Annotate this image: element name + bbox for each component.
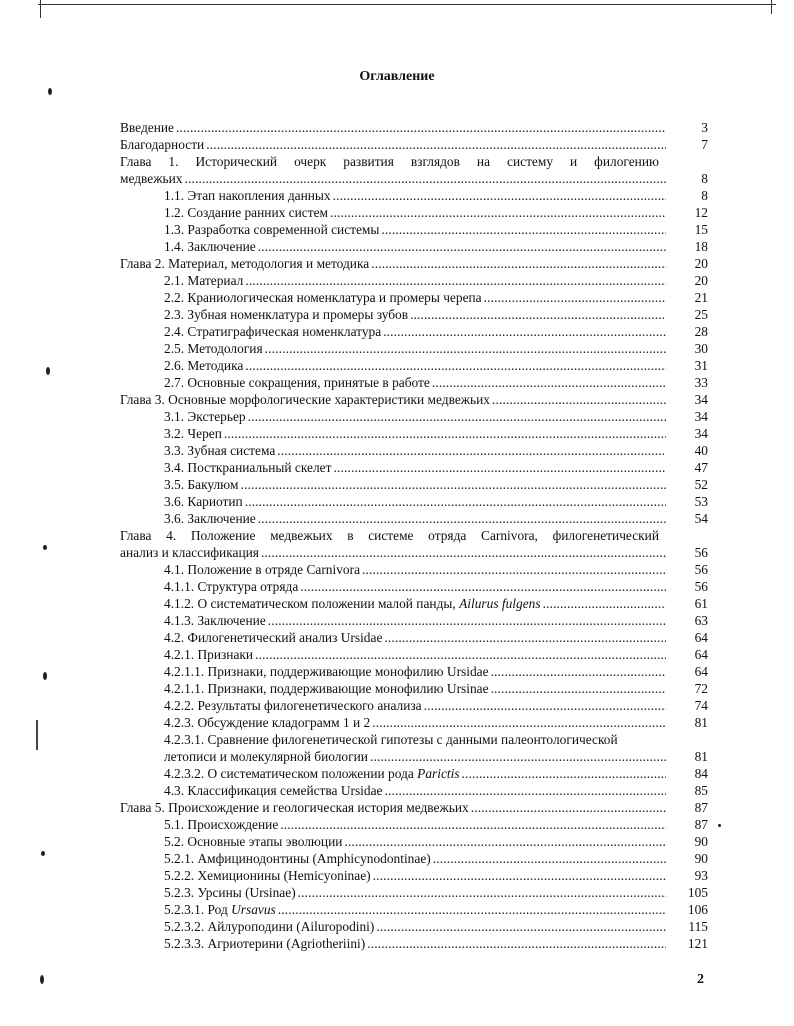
toc-entry-label: 2.4. Стратиграфическая номенклатура	[164, 324, 382, 339]
toc-entry[interactable]	[120, 408, 708, 425]
toc-dot-leader	[245, 493, 666, 510]
toc-entry[interactable]	[120, 544, 708, 561]
toc-entry[interactable]	[120, 493, 708, 510]
toc-entry-label: Глава 4. Положение медвежьих в системе отряда Carnivora, филогенетический	[120, 528, 659, 543]
toc-dot-leader	[298, 884, 666, 901]
toc-dot-leader	[280, 816, 666, 833]
toc-dot-leader	[268, 612, 666, 629]
toc-entry[interactable]	[120, 748, 708, 765]
toc-entry-label: 5.2.3.2. Айлуроподини (Ailuropodini)	[164, 919, 375, 934]
toc-dot-leader	[240, 476, 666, 493]
toc-entry[interactable]	[120, 476, 708, 493]
toc-entry-label: 5.2.3.3. Агриотерини (Agriotheriini)	[164, 936, 366, 951]
toc-entry-page: 40	[694, 443, 708, 458]
toc-entry[interactable]	[120, 816, 708, 833]
toc-entry-page: 64	[694, 630, 708, 645]
toc-entry-page: 81	[694, 749, 708, 764]
toc-entry-page: 72	[694, 681, 708, 696]
page-number: 2	[697, 972, 704, 987]
toc-entry[interactable]	[120, 918, 708, 935]
toc-entry-label: 4.2.3.2. О систематическом положении рода Parictis	[164, 766, 460, 781]
toc-entry-label: 4.3. Классификация семейства Ursidae	[164, 783, 383, 798]
toc-entry-label: 4.2. Филогенетический анализ Ursidae	[164, 630, 383, 645]
toc-dot-leader	[384, 782, 666, 799]
toc-dot-leader	[245, 357, 666, 374]
toc-entry-label: 5.1. Происхождение	[164, 817, 279, 832]
toc-dot-leader	[484, 289, 666, 306]
toc-dot-leader	[543, 595, 666, 612]
toc-entry-label: 3.6. Заключение	[164, 511, 256, 526]
scan-speck	[48, 88, 52, 95]
toc-dot-leader	[248, 408, 666, 425]
toc-dot-leader	[367, 935, 666, 952]
toc-entry[interactable]	[120, 629, 708, 646]
toc-entry[interactable]	[120, 510, 708, 527]
toc-entry-label: Глава 2. Материал, методология и методика	[120, 256, 370, 271]
toc-entry-page: 47	[694, 460, 708, 475]
toc-entry-label: 1.1. Этап накопления данных	[164, 188, 331, 203]
toc-dot-leader	[491, 680, 666, 697]
toc-entry-label: 5.2.3.1. Род Ursavus	[164, 902, 276, 917]
toc-entry-page: 34	[694, 392, 708, 407]
toc-entry-heading-line	[120, 153, 708, 170]
toc-dot-leader	[261, 544, 666, 561]
toc-entry-label: 2.1. Материал	[164, 273, 244, 288]
toc-dot-leader	[371, 255, 666, 272]
toc-entry-page: 115	[688, 919, 708, 934]
toc-entry-page: 8	[701, 171, 708, 186]
toc-entry-label: анализ и классификация	[120, 545, 259, 560]
toc-dot-leader	[176, 119, 666, 136]
toc-entry-label: 3.5. Бакулюм	[164, 477, 239, 492]
toc-entry-page: 20	[694, 256, 708, 271]
toc-entry[interactable]	[120, 306, 708, 323]
toc-entry-label: 2.6. Методика	[164, 358, 244, 373]
toc-entry[interactable]	[120, 204, 708, 221]
toc-entry-page: 52	[694, 477, 708, 492]
toc-entry-label: медвежьих	[120, 171, 183, 186]
scan-speck	[41, 851, 45, 856]
toc-dot-leader	[344, 833, 666, 850]
toc-entry[interactable]	[120, 833, 708, 850]
toc-entry[interactable]	[120, 425, 708, 442]
scan-speck	[718, 824, 721, 827]
toc-entry-label: 4.2.3. Обсуждение кладограмм 1 и 2	[164, 715, 371, 730]
toc-entry-page: 90	[694, 851, 708, 866]
toc-entry-page: 105	[687, 885, 708, 900]
toc-entry-label: 4.1.3. Заключение	[164, 613, 266, 628]
toc-dot-leader	[384, 629, 666, 646]
toc-entry-page: 63	[694, 613, 708, 628]
toc-entry[interactable]	[120, 136, 708, 153]
toc-dot-leader	[333, 187, 666, 204]
toc-dot-leader	[372, 714, 666, 731]
toc-entry-label: 2.5. Методология	[164, 341, 263, 356]
toc-entry[interactable]	[120, 357, 708, 374]
toc-entry-label: 4.2.3.1. Сравнение филогенетической гипотезы с данными палеонтологической	[164, 732, 618, 747]
toc-entry[interactable]	[120, 561, 708, 578]
toc-entry-label: 3.1. Экстерьер	[164, 409, 246, 424]
toc-entry-label: 5.2.3. Урсины (Ursinae)	[164, 885, 296, 900]
toc-entry-label: 5.2.1. Амфицинодонтины (Amphicynodontinae)	[164, 851, 431, 866]
toc-entry-italic-taxon: Parictis	[417, 766, 460, 781]
toc-dot-leader	[471, 799, 666, 816]
toc-entry[interactable]	[120, 187, 708, 204]
toc-entry-page: 53	[694, 494, 708, 509]
toc-entry[interactable]	[120, 340, 708, 357]
toc-entry-label: 4.1.1. Структура отряда	[164, 579, 299, 594]
toc-entry-label: 3.2. Череп	[164, 426, 222, 441]
toc-entry[interactable]	[120, 884, 708, 901]
toc-dot-leader	[492, 391, 666, 408]
toc-entry-label: 2.2. Краниологическая номенклатура и промеры черепа	[164, 290, 482, 305]
toc-entry-label: Благодарности	[120, 137, 205, 152]
toc-entry[interactable]	[120, 901, 708, 918]
toc-entry[interactable]	[120, 935, 708, 952]
scan-edge-top	[38, 4, 776, 5]
toc-entry-label: Глава 3. Основные морфологические характеристики медвежьих	[120, 392, 490, 407]
scan-edge-left	[40, 0, 41, 18]
toc-dot-leader	[462, 765, 666, 782]
toc-dot-leader	[278, 901, 666, 918]
toc-entry-page: 21	[694, 290, 708, 305]
toc-entry-page: 31	[694, 358, 708, 373]
toc-dot-leader	[433, 850, 666, 867]
toc-entry-page: 7	[701, 137, 708, 152]
toc-entry[interactable]	[120, 595, 708, 612]
toc-entry-label: 2.3. Зубная номенклатура и промеры зубов	[164, 307, 409, 322]
toc-entry-heading-line	[120, 527, 708, 544]
toc-entry-label: 2.7. Основные сокращения, принятые в работе	[164, 375, 430, 390]
toc-entry-page: 8	[701, 188, 708, 203]
toc-entry-page: 30	[694, 341, 708, 356]
toc-entry-page: 12	[694, 205, 708, 220]
toc-dot-leader	[333, 459, 666, 476]
toc-entry-label: 4.2.1. Признаки	[164, 647, 254, 662]
scan-speck	[43, 545, 47, 550]
toc-entry-heading-line	[120, 731, 708, 748]
toc-entry-label: 1.4. Заключение	[164, 239, 256, 254]
toc-entry-page: 18	[694, 239, 708, 254]
page-title: Оглавление	[359, 69, 435, 84]
toc-entry[interactable]	[120, 459, 708, 476]
toc-entry[interactable]	[120, 119, 708, 136]
toc-entry[interactable]	[120, 255, 708, 272]
toc-entry[interactable]	[120, 612, 708, 629]
toc-dot-leader	[383, 323, 666, 340]
toc-dot-leader	[224, 425, 666, 442]
toc-dot-leader	[330, 204, 666, 221]
toc-dot-leader	[258, 238, 666, 255]
toc-entry-label: 5.2. Основные этапы эволюции	[164, 834, 343, 849]
toc-dot-leader	[184, 170, 666, 187]
toc-dot-leader	[277, 442, 666, 459]
toc-entry-page: 56	[694, 579, 708, 594]
toc-entry[interactable]	[120, 850, 708, 867]
toc-dot-leader	[370, 748, 666, 765]
toc-entry-label: 3.6. Кариотип	[164, 494, 243, 509]
toc-entry-italic-taxon: Ursavus	[231, 902, 276, 917]
toc-entry-page: 90	[694, 834, 708, 849]
toc-entry-page: 85	[694, 783, 708, 798]
toc-entry[interactable]	[120, 714, 708, 731]
toc-dot-leader	[491, 663, 666, 680]
toc-entry-page: 56	[694, 545, 708, 560]
toc-entry-italic-taxon: Ailurus fulgens	[459, 596, 541, 611]
toc-dot-leader	[255, 646, 666, 663]
toc-entry-label: 3.3. Зубная система	[164, 443, 276, 458]
toc-entry[interactable]	[120, 238, 708, 255]
toc-entry-page: 56	[694, 562, 708, 577]
toc-entry[interactable]	[120, 221, 708, 238]
toc-entry-page: 28	[694, 324, 708, 339]
toc-entry[interactable]	[120, 663, 708, 680]
toc-entry[interactable]	[120, 374, 708, 391]
toc-dot-leader	[206, 136, 666, 153]
toc-entry[interactable]	[120, 170, 708, 187]
scan-speck	[43, 672, 47, 680]
table-of-contents	[120, 119, 708, 952]
scan-speck	[40, 975, 44, 984]
toc-entry-page: 87	[694, 800, 708, 815]
toc-entry[interactable]	[120, 765, 708, 782]
toc-entry-page: 106	[687, 902, 708, 917]
toc-entry-page: 64	[694, 647, 708, 662]
toc-entry-label: 5.2.2. Хемиционины (Hemicyoninae)	[164, 868, 371, 883]
toc-entry[interactable]	[120, 272, 708, 289]
toc-entry-page: 64	[694, 664, 708, 679]
toc-dot-leader	[381, 221, 666, 238]
scan-edge-right	[771, 0, 772, 14]
toc-entry-page: 121	[687, 936, 708, 951]
toc-entry-label: 3.4. Посткраниальный скелет	[164, 460, 332, 475]
toc-entry-page: 54	[694, 511, 708, 526]
toc-dot-leader	[300, 578, 666, 595]
toc-entry-label: 4.1. Положение в отряде Carnivora	[164, 562, 361, 577]
toc-entry-page: 87	[694, 817, 708, 832]
toc-entry-label: 4.2.1.1. Признаки, поддерживающие монофилию Ursinae	[164, 681, 489, 696]
toc-entry-page: 15	[694, 222, 708, 237]
toc-entry-label: 1.3. Разработка современной системы	[164, 222, 380, 237]
toc-entry[interactable]	[120, 697, 708, 714]
toc-entry-page: 84	[694, 766, 708, 781]
toc-entry-page: 74	[694, 698, 708, 713]
toc-entry-label: 1.2. Создание ранних систем	[164, 205, 328, 220]
scan-speck	[46, 367, 50, 375]
toc-dot-leader	[258, 510, 666, 527]
toc-dot-leader	[362, 561, 666, 578]
toc-dot-leader	[373, 867, 666, 884]
toc-entry-page: 34	[694, 409, 708, 424]
toc-entry[interactable]	[120, 680, 708, 697]
toc-entry[interactable]	[120, 867, 708, 884]
toc-entry[interactable]	[120, 646, 708, 663]
toc-entry-label: 4.2.1.1. Признаки, поддерживающие монофилию Ursidae	[164, 664, 489, 679]
toc-entry-page: 20	[694, 273, 708, 288]
toc-entry[interactable]	[120, 391, 708, 408]
toc-dot-leader	[376, 918, 666, 935]
toc-entry-label: летописи и молекулярной биологии	[164, 749, 368, 764]
toc-entry[interactable]	[120, 442, 708, 459]
toc-entry-label: 4.1.2. О систематическом положении малой панды, Ailurus fulgens	[164, 596, 541, 611]
toc-entry[interactable]	[120, 289, 708, 306]
toc-entry-label: Глава 1. Исторический очерк развития взглядов на систему и филогению	[120, 154, 659, 169]
toc-entry-label: Глава 5. Происхождение и геологическая история медвежьих	[120, 800, 469, 815]
toc-entry-page: 93	[694, 868, 708, 883]
toc-entry[interactable]	[120, 578, 708, 595]
scan-mark	[36, 720, 38, 750]
toc-dot-leader	[432, 374, 666, 391]
toc-entry[interactable]	[120, 782, 708, 799]
toc-dot-leader	[424, 697, 666, 714]
toc-entry-label: 4.2.2. Результаты филогенетического анализа	[164, 698, 422, 713]
toc-dot-leader	[410, 306, 666, 323]
toc-entry-page: 33	[694, 375, 708, 390]
toc-dot-leader	[265, 340, 666, 357]
toc-dot-leader	[245, 272, 666, 289]
toc-entry[interactable]	[120, 323, 708, 340]
toc-entry-page: 34	[694, 426, 708, 441]
toc-entry-page: 25	[694, 307, 708, 322]
toc-entry[interactable]	[120, 799, 708, 816]
toc-entry-label: Введение	[120, 120, 174, 135]
toc-entry-page: 61	[694, 596, 708, 611]
toc-entry-page: 3	[701, 120, 708, 135]
toc-entry-page: 81	[694, 715, 708, 730]
